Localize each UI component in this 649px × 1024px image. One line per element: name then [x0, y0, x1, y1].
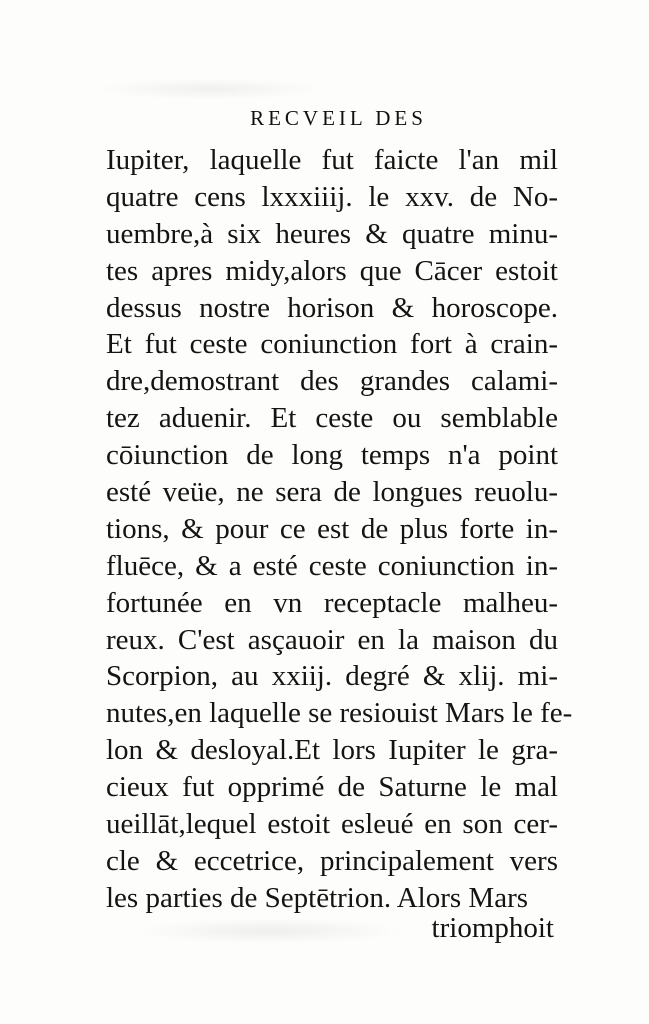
- body-text: [106, 142, 573, 917]
- text-line: fortunée en vn receptacle malheu-: [106, 586, 558, 619]
- text-line: cōiunction de long temps n'a point: [106, 439, 558, 472]
- text-line: tes apres midy,alors que Cācer estoit: [106, 254, 558, 287]
- text-line: tions, & pour ce est de plus forte in-: [106, 512, 558, 545]
- text-line: nutes,en laquelle se resiouist Mars le fe-: [106, 697, 573, 730]
- text-line: dessus nostre horison & horoscope.: [106, 291, 558, 324]
- text-line: lon & desloyal.Et lors Iupiter le gra-: [106, 734, 558, 767]
- text-line: Scorpion, au xxiij. degré & xlij. mi-: [106, 660, 558, 693]
- catchword: triomphoit: [431, 912, 554, 944]
- text-line: cieux fut opprimé de Saturne le mal: [106, 771, 558, 804]
- text-line: cle & eccetrice, principalement vers: [106, 844, 558, 877]
- text-line: Et fut ceste coniunction fort à crain-: [106, 328, 558, 361]
- text-line: fluēce, & a esté ceste coniunction in-: [106, 549, 558, 582]
- text-line: les parties de Septētrion. Alors Mars: [106, 881, 529, 914]
- text-line: quatre cens lxxxiiij. le xxv. de No-: [106, 180, 558, 213]
- text-line: ueillāt,lequel estoit esleué en son cer-: [106, 808, 558, 841]
- text-line: uembre,à six heures & quatre minu-: [106, 217, 558, 250]
- text-line: tez aduenir. Et ceste ou semblable: [106, 402, 558, 435]
- text-line: reux. C'est asçauoir en la maison du: [106, 623, 558, 656]
- text-line: dre,demostrant des grandes calami-: [106, 365, 558, 398]
- running-head: RECVEIL DES: [250, 106, 427, 130]
- page-stain-top: [95, 78, 325, 100]
- text-line: Iupiter, laquelle fut faicte l'an mil: [106, 144, 558, 176]
- text-line: esté veüe, ne sera de longues reuolu-: [106, 476, 558, 509]
